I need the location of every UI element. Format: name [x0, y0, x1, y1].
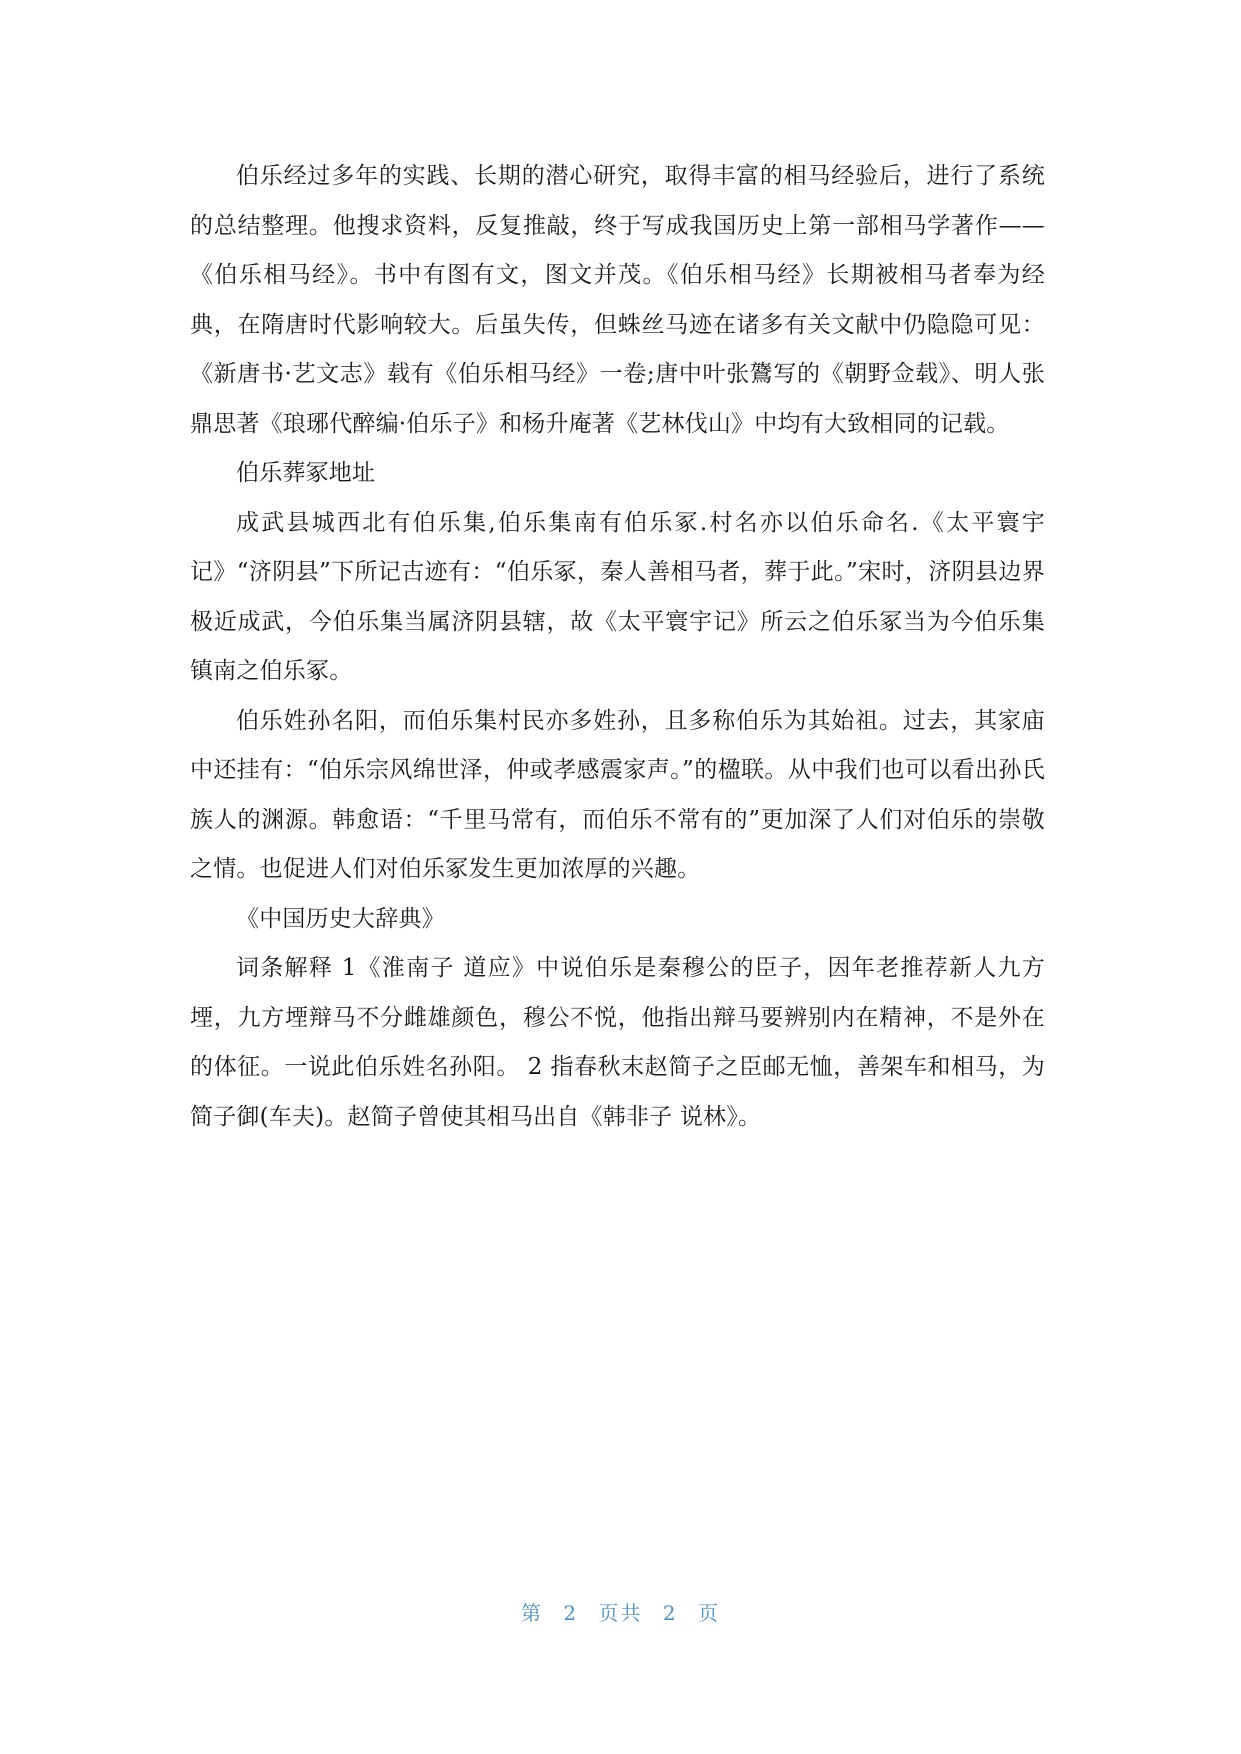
- page-current-number: 2: [563, 1601, 579, 1625]
- page-total-number: 2: [662, 1601, 678, 1625]
- paragraph-sun-family: 伯乐姓孙名阳，而伯乐集村民亦多姓孙，且多称伯乐为其始祖。过去，其家庙中还挂有：“伯乐宗风绵世泽，仲或孝感震家声。”的楹联。从中我们也可以看出孙氏族人的渊源。韩愈语：“千里马常有，而伯乐不常有的”更加深了人们对伯乐的崇敬之情。也促进人们对伯乐冢发生更加浓厚的兴趣。: [190, 707, 1045, 882]
- page-number-footer: [0, 1597, 1241, 1626]
- paragraph-tomb-location: 成武县城西北有伯乐集,伯乐集南有伯乐冢.村名亦以伯乐命名.《太平寰宇记》“济阴县”下所记古迹有：“伯乐冢，秦人善相马者，葬于此。”宋时，济阴县边界极近成武，今伯乐集当属济阴县辖，故《太平寰宇记》所云之伯乐冢当为今伯乐集镇南之伯乐冢。: [190, 509, 1045, 684]
- page-label-suffix: 页: [697, 1601, 720, 1625]
- paragraph-dictionary-entry: 词条解释 1《淮南子 道应》中说伯乐是秦穆公的臣子，因年老推荐新人九方堙，九方堙辩马不分雌雄颜色，穆公不悦，他指出辩马要辨别内在精神，不是外在的体征。一说此伯乐姓名孙阳。 2 指春秋末赵简子之臣邮无恤，善架车和相马，为简子御(车夫)。赵简子曾使其相马出自《韩非子 说林》。: [190, 955, 1045, 1130]
- page-label-middle: 页共: [598, 1601, 643, 1625]
- section-heading-dictionary: 《中国历史大辞典》: [236, 905, 445, 932]
- page-label-prefix: 第: [521, 1601, 544, 1625]
- section-heading-tomb-address: 伯乐葬冢地址: [236, 460, 376, 486]
- document-body: [190, 152, 1045, 1142]
- paragraph-bole-horse-classic: 伯乐经过多年的实践、长期的潜心研究，取得丰富的相马经验后，进行了系统的总结整理。他搜求资料，反复推敲，终于写成我国历史上第一部相马学著作——《伯乐相马经》。书中有图有文，图文并茂。《伯乐相马经》长期被相马者奉为经典，在隋唐时代影响较大。后虽失传，但蛛丝马迹在诸多有关文献中仍隐隐可见：《新唐书·艺文志》载有《伯乐相马经》一卷;唐中叶张鷟写的《朝野佥载》、明人张鼎思著《琅琊代醉编·伯乐子》和杨升庵著《艺林伐山》中均有大致相同的记载。: [190, 163, 1045, 437]
